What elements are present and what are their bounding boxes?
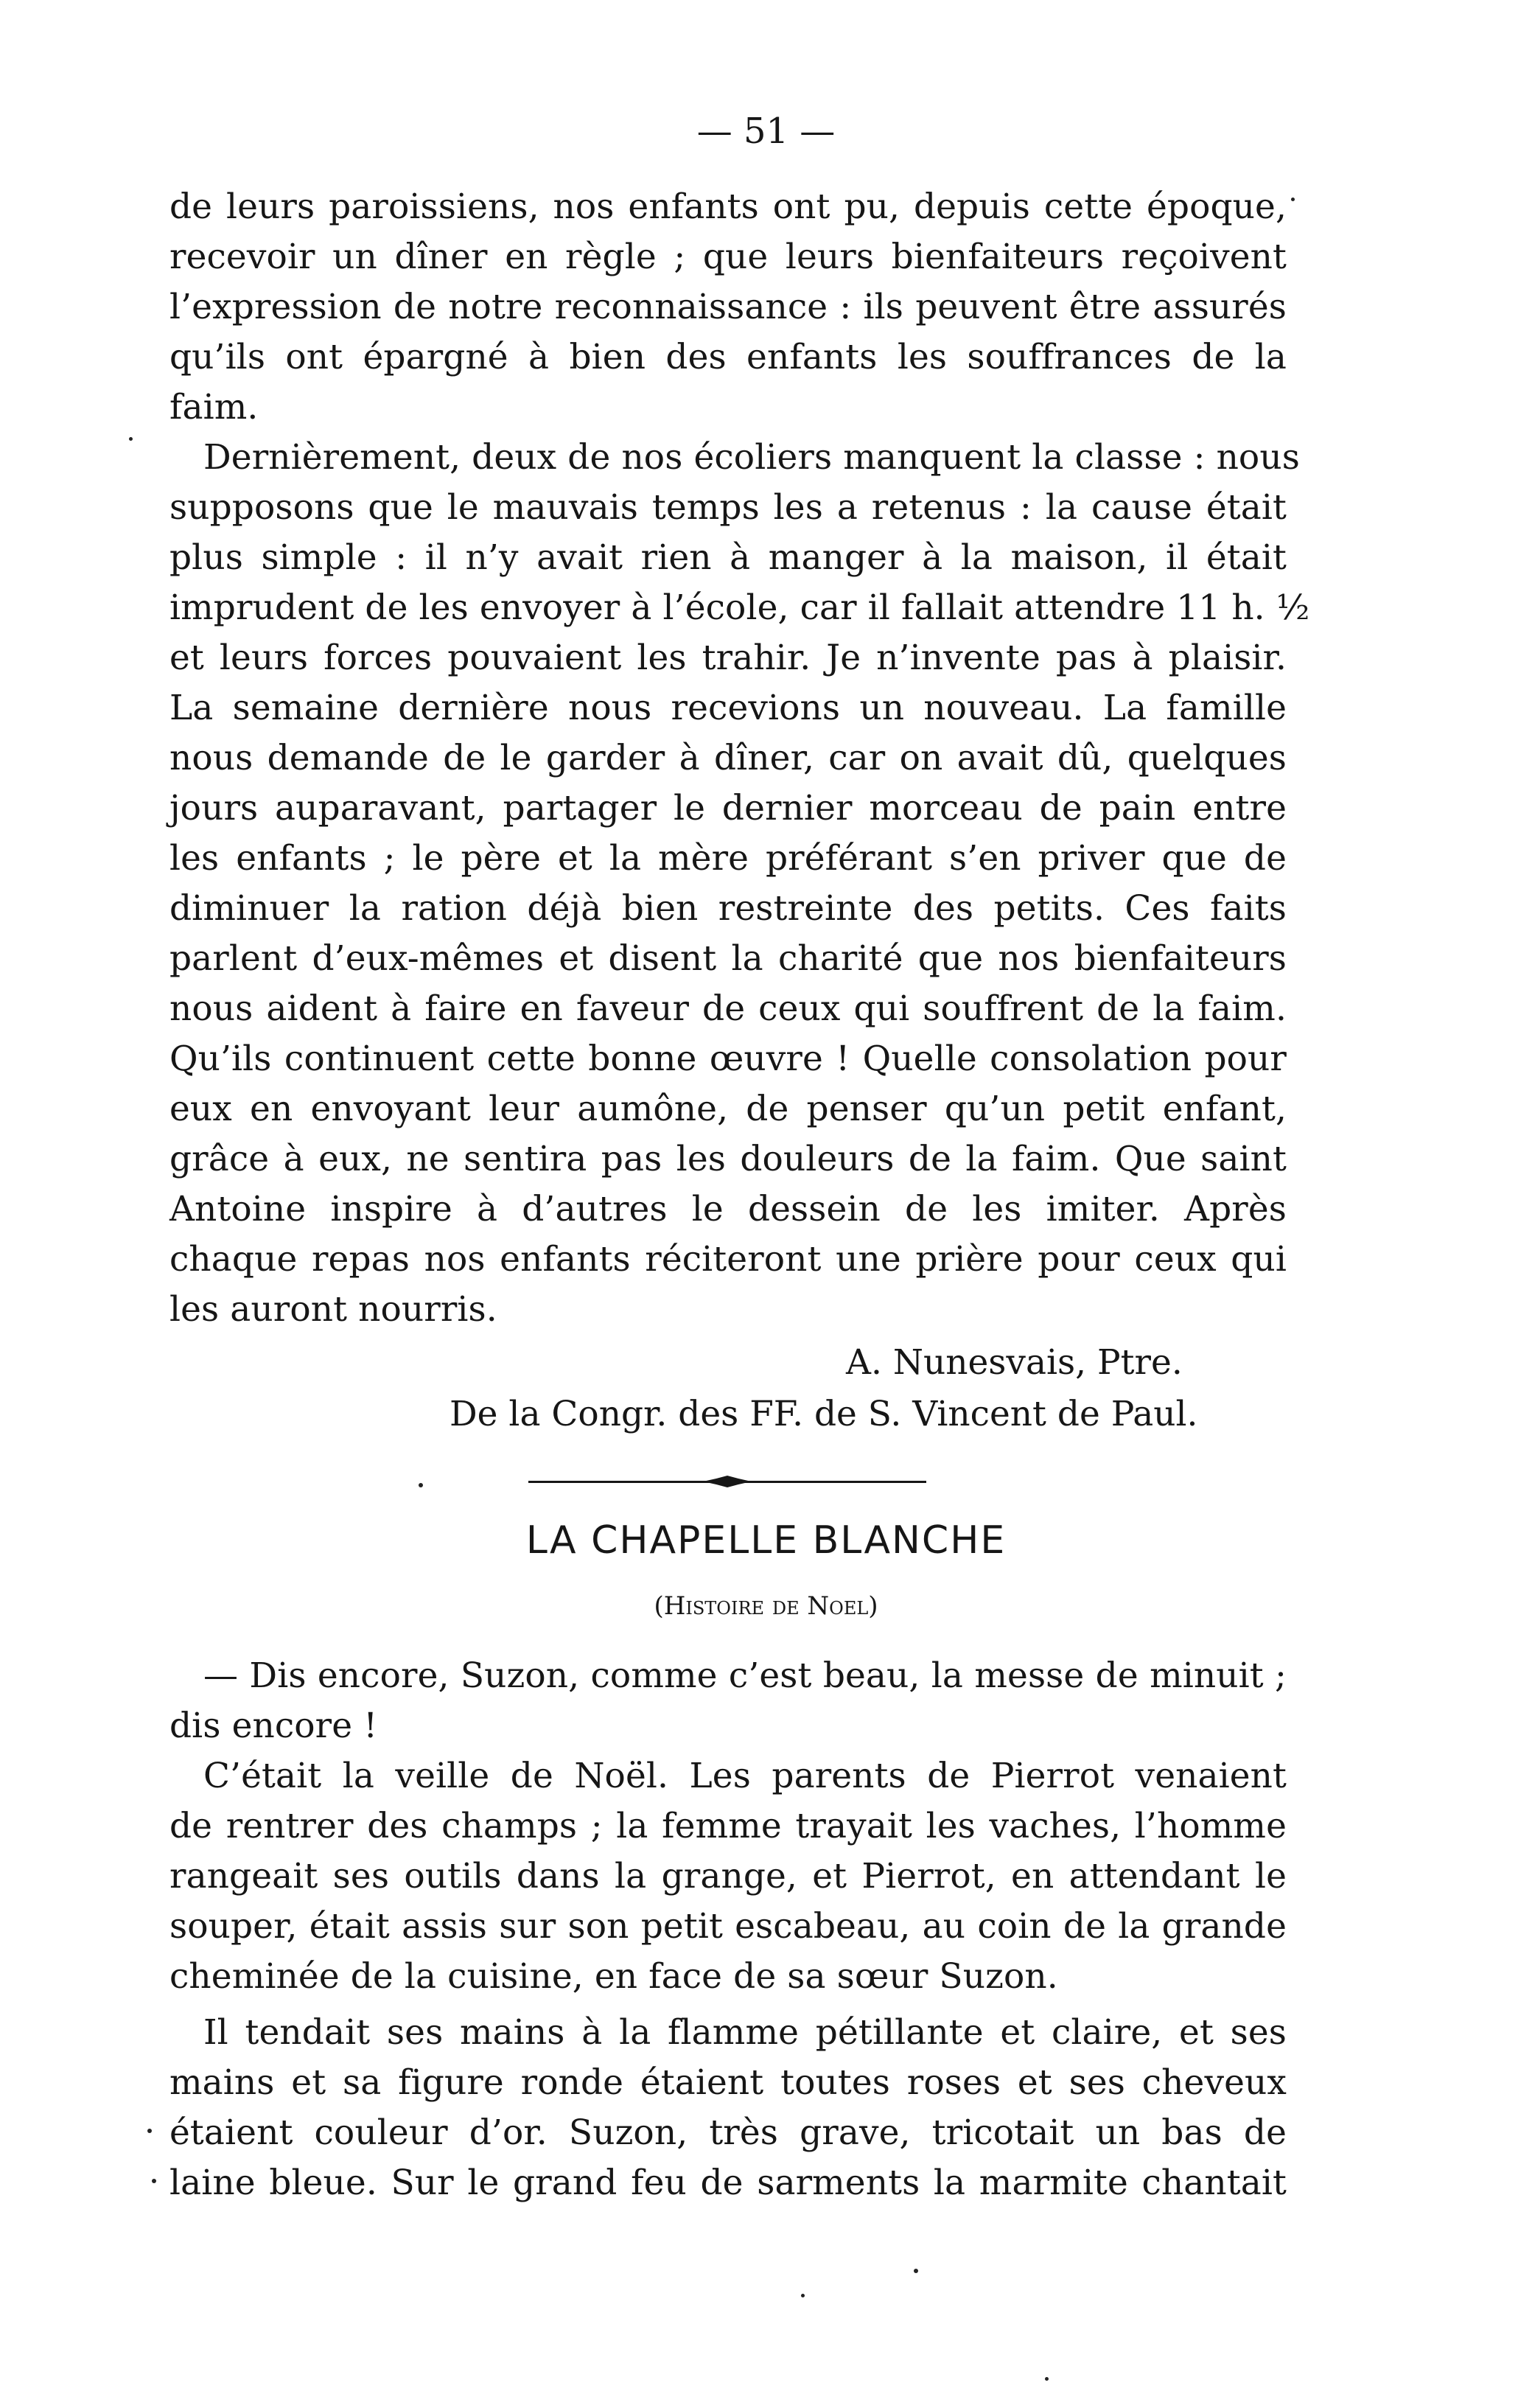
text-line: qu’ils ont épargné à bien des enfants les souffrances de la bbox=[169, 337, 1287, 377]
text-line: C’était la veille de Noël. Les parents de Pierrot venaient bbox=[203, 1756, 1287, 1796]
scan-speck bbox=[914, 2269, 918, 2273]
text-line: Antoine inspire à d’autres le dessein de les imiter. Après bbox=[169, 1189, 1287, 1229]
scan-speck bbox=[1045, 2377, 1049, 2381]
text-line: rangeait ses outils dans la grange, et Pierrot, en attendant le bbox=[169, 1856, 1287, 1896]
text-line: supposons que le mauvais temps les a retenus : la cause était bbox=[169, 487, 1287, 528]
text-line: mains et sa figure ronde étaient toutes roses et ses cheveux bbox=[169, 2062, 1287, 2103]
text-line: Il tendait ses mains à la flamme pétillante et claire, et ses bbox=[203, 2012, 1287, 2053]
text-line: dis encore ! bbox=[169, 1706, 378, 1746]
text-line: les auront nourris. bbox=[169, 1289, 497, 1330]
text-line: faim. bbox=[169, 387, 259, 427]
article-title: LA CHAPELLE BLANCHE bbox=[525, 1518, 1007, 1563]
text-line: parlent d’eux-mêmes et disent la charité que nos bienfaiteurs bbox=[169, 938, 1287, 979]
page-number: — 51 — bbox=[696, 111, 836, 152]
text-line: eux en envoyant leur aumône, de penser qu’un petit enfant, bbox=[169, 1089, 1287, 1129]
text-line: les enfants ; le père et la mère préférant s’en priver que de bbox=[169, 838, 1287, 879]
scan-speck bbox=[129, 437, 133, 441]
text-line: nous aident à faire en faveur de ceux qui souffrent de la faim. bbox=[169, 988, 1287, 1029]
text-line: recevoir un dîner en règle ; que leurs bienfaiteurs reçoivent bbox=[169, 237, 1287, 277]
text-line: — Dis encore, Suzon, comme c’est beau, la messe de minuit ; bbox=[203, 1655, 1287, 1696]
text-line: diminuer la ration déjà bien restreinte des petits. Ces faits bbox=[169, 888, 1287, 929]
text-line: souper, était assis sur son petit escabeau, au coin de la grande bbox=[169, 1906, 1287, 1947]
scan-speck bbox=[419, 1483, 423, 1487]
text-line: chaque repas nos enfants réciteront une prière pour ceux qui bbox=[169, 1239, 1287, 1280]
text-line: de rentrer des champs ; la femme trayait les vaches, l’homme bbox=[169, 1806, 1287, 1846]
scan-speck bbox=[1291, 198, 1295, 201]
text-line: cheminée de la cuisine, en face de sa sœur Suzon. bbox=[169, 1956, 1058, 1997]
scan-speck bbox=[152, 2179, 156, 2183]
text-line: jours auparavant, partager le dernier morceau de pain entre bbox=[169, 788, 1287, 828]
text-line: La semaine dernière nous recevions un nouveau. La famille bbox=[169, 688, 1287, 728]
scan-speck bbox=[801, 2294, 805, 2297]
scan-speck bbox=[147, 2129, 152, 2133]
signature-name: A. Nunesvais, Ptre. bbox=[846, 1342, 1183, 1383]
signature-affiliation: De la Congr. des FF. de S. Vincent de Paul. bbox=[450, 1394, 1198, 1434]
text-line: Qu’ils continuent cette bonne œuvre ! Quelle consolation pour bbox=[169, 1039, 1287, 1079]
text-line: et leurs forces pouvaient les trahir. Je n’invente pas à plaisir. bbox=[169, 638, 1287, 678]
article-subtitle: (Histoire de Noel) bbox=[654, 1591, 878, 1621]
text-line: de leurs paroissiens, nos enfants ont pu, depuis cette époque, bbox=[169, 186, 1287, 227]
text-line: grâce à eux, ne sentira pas les douleurs de la faim. Que saint bbox=[169, 1139, 1287, 1179]
text-line: nous demande de le garder à dîner, car on avait dû, quelques bbox=[169, 738, 1287, 778]
text-line: l’expression de notre reconnaissance : ils peuvent être assurés bbox=[169, 287, 1287, 327]
text-line: étaient couleur d’or. Suzon, très grave, tricotait un bas de bbox=[169, 2112, 1287, 2153]
divider-ornament bbox=[702, 1475, 753, 1488]
text-line: laine bleue. Sur le grand feu de sarments la marmite chantait bbox=[169, 2163, 1287, 2203]
text-line: plus simple : il n’y avait rien à manger à la maison, il était bbox=[169, 537, 1287, 578]
text-line: imprudent de les envoyer à l’école, car il fallait attendre 11 h. ½ bbox=[169, 587, 1310, 628]
text-line: Dernièrement, deux de nos écoliers manquent la classe : nous bbox=[203, 437, 1300, 478]
